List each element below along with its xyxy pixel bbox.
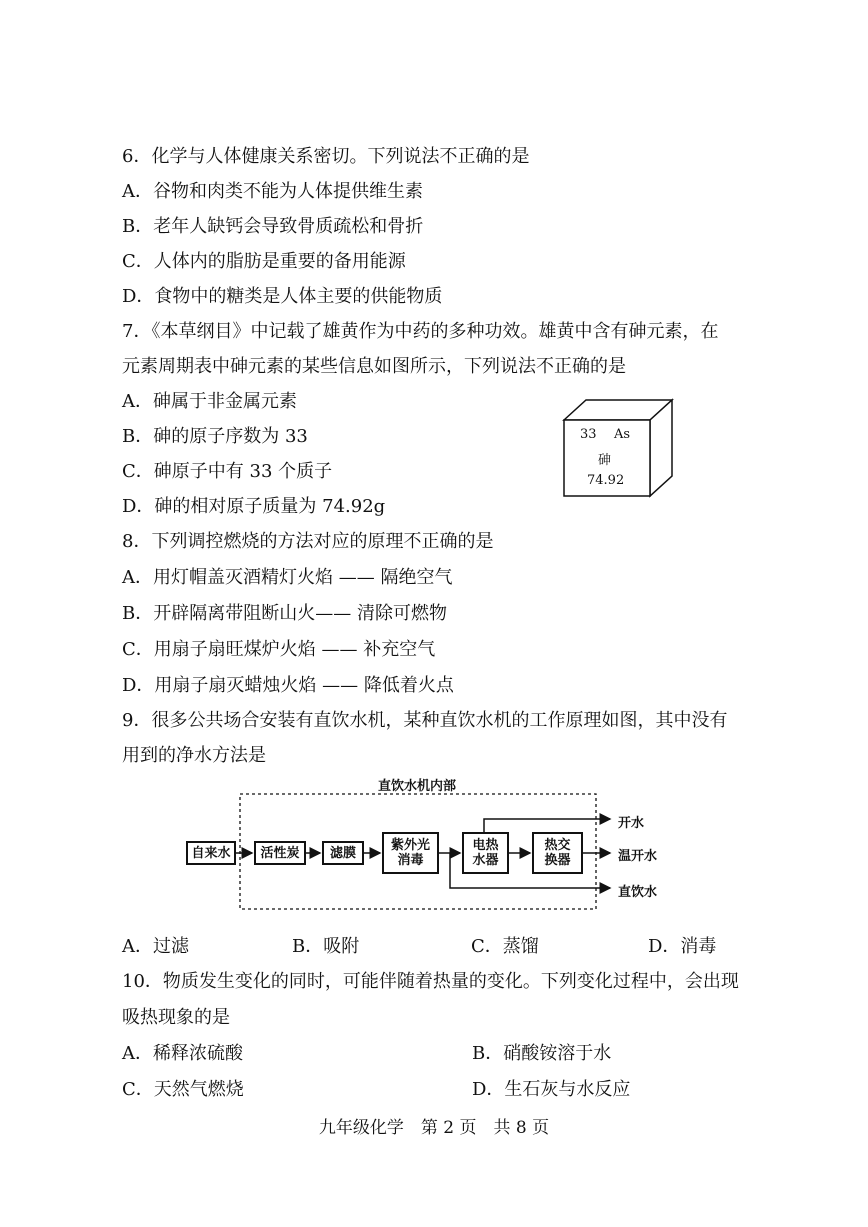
box-uv-disinfection: 紫外光消毒 bbox=[382, 832, 439, 874]
atomic-number: 33 bbox=[580, 427, 597, 442]
box-activated-carbon: 活性炭 bbox=[254, 841, 306, 865]
output-boiling-water: 开水 bbox=[618, 816, 645, 831]
box-electric-heater: 电热水器 bbox=[462, 832, 509, 874]
q10-stem-line2: 吸热现象的是 bbox=[122, 1007, 230, 1028]
output-direct-drinking-water: 直饮水 bbox=[618, 885, 658, 900]
q7-stem-line1: 7．《本草纲目》中记载了雄黄作为中药的多种功效。雄黄中含有砷元素，在 bbox=[122, 321, 719, 342]
q7-option-a: A．砷属于非金属元素 bbox=[122, 391, 297, 412]
q9-option-b: B．吸附 bbox=[292, 936, 360, 957]
q9-option-d: D．消毒 bbox=[648, 936, 717, 957]
q9-option-c: C．蒸馏 bbox=[471, 936, 539, 957]
box-filter-membrane: 滤膜 bbox=[322, 841, 364, 865]
q10-option-c: C．天然气燃烧 bbox=[122, 1079, 244, 1100]
q10-option-d: D．生石灰与水反应 bbox=[472, 1079, 631, 1100]
q6-option-c: C．人体内的脂肪是重要的备用能源 bbox=[122, 251, 406, 272]
q10-option-b: B．硝酸铵溶于水 bbox=[472, 1043, 612, 1064]
output-warm-water: 温开水 bbox=[618, 849, 658, 864]
q8-option-a: A．用灯帽盖灭酒精灯火焰 —— 隔绝空气 bbox=[122, 567, 453, 588]
q9-stem-line2: 用到的净水方法是 bbox=[122, 745, 266, 766]
q9-stem-line1: 9．很多公共场合安装有直饮水机，某种直饮水机的工作原理如图，其中没有 bbox=[122, 710, 728, 731]
q7-option-d: D．砷的相对原子质量为 74.92g bbox=[122, 496, 386, 517]
q7-stem-line2: 元素周期表中砷元素的某些信息如图所示，下列说法不正确的是 bbox=[122, 356, 626, 377]
water-dispenser-diagram bbox=[180, 775, 680, 915]
q8-option-d: D．用扇子扇灭蜡烛火焰 —— 降低着火点 bbox=[122, 675, 454, 696]
q10-option-a: A．稀释浓硫酸 bbox=[122, 1043, 243, 1064]
q8-option-c: C．用扇子扇旺煤炉火焰 —— 补充空气 bbox=[122, 639, 436, 660]
arsenic-element-card bbox=[562, 398, 674, 498]
q6-option-d: D．食物中的糖类是人体主要的供能物质 bbox=[122, 286, 443, 307]
box-heat-exchanger: 热交换器 bbox=[532, 832, 583, 874]
q10-stem-line1: 10．物质发生变化的同时，可能伴随着热量的变化。下列变化过程中，会出现 bbox=[122, 971, 739, 992]
q8-option-b: B．开辟隔离带阻断山火—— 清除可燃物 bbox=[122, 603, 447, 624]
q6-stem: 6．化学与人体健康关系密切。下列说法不正确的是 bbox=[122, 146, 530, 167]
q7-option-c: C．砷原子中有 33 个质子 bbox=[122, 461, 333, 482]
q9-option-a: A．过滤 bbox=[122, 936, 189, 957]
element-name: 砷 bbox=[598, 453, 612, 468]
q6-option-b: B．老年人缺钙会导致骨质疏松和骨折 bbox=[122, 216, 424, 237]
page-footer: 九年级化学 第 2 页 共 8 页 bbox=[318, 1118, 550, 1138]
q6-option-a: A．谷物和肉类不能为人体提供维生素 bbox=[122, 181, 423, 202]
diagram-title: 直饮水机内部 bbox=[378, 779, 457, 794]
element-symbol: As bbox=[614, 427, 631, 442]
box-tap-water: 自来水 bbox=[186, 841, 236, 865]
atomic-mass: 74.92 bbox=[587, 473, 625, 488]
q8-stem: 8．下列调控燃烧的方法对应的原理不正确的是 bbox=[122, 531, 494, 552]
q7-option-b: B．砷的原子序数为 33 bbox=[122, 426, 308, 447]
